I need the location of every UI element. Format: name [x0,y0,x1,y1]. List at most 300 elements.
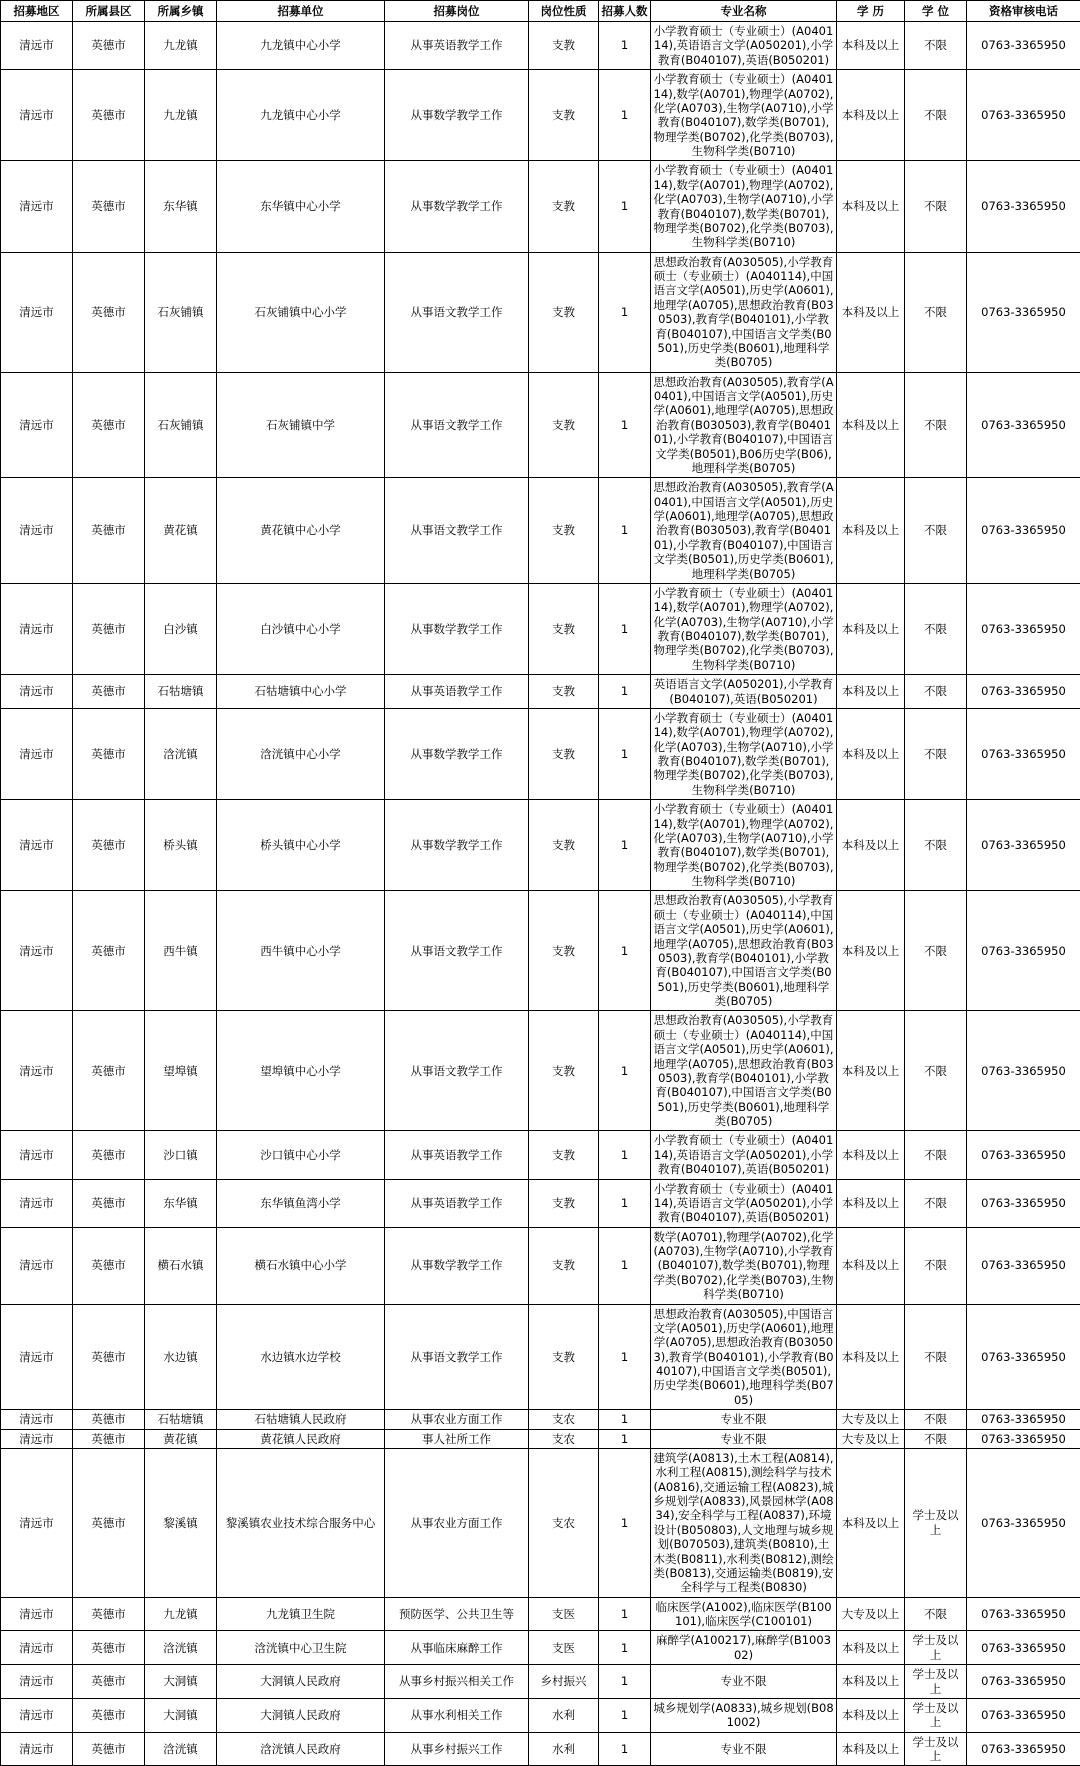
cell-major: 专业不限 [651,1665,837,1699]
cell-unit: 东华镇中心小学 [217,161,385,252]
cell-major: 小学教育硕士（专业硕士）(A040114),英语语言文学(A050201),小学教育(B040107),英语(B050201) [651,1131,837,1179]
cell-phone: 0763-3365950 [967,1597,1080,1631]
cell-education: 本科及以上 [837,891,905,1011]
cell-count: 1 [599,1597,651,1631]
cell-degree: 不限 [905,1410,967,1429]
cell-nature: 乡村振兴 [529,1665,599,1699]
column-header-post: 招募岗位 [385,1,529,22]
cell-county: 英德市 [73,22,145,70]
table-row [1,800,1080,891]
cell-county: 英德市 [73,675,145,709]
table-body [1,22,1080,1766]
cell-nature: 支教 [529,583,599,674]
cell-degree: 不限 [905,372,967,478]
cell-major: 思想政治教育(A030505),中国语言文学(A0501),历史学(A0601),地理学(A0705),思想政治教育(B030503),教育学(B040101),小学教育(B040107),中国语言文学类(B0501),历史学类(B0601),地理科学类(B0705) [651,1304,837,1410]
cell-count: 1 [599,372,651,478]
cell-count: 1 [599,478,651,584]
cell-post: 从事农业方面工作 [385,1448,529,1597]
cell-nature: 支教 [529,1304,599,1410]
cell-education: 本科及以上 [837,1732,905,1766]
cell-unit: 望埠镇中心小学 [217,1011,385,1131]
cell-county: 英德市 [73,1410,145,1429]
cell-unit: 九龙镇卫生院 [217,1597,385,1631]
cell-region: 清远市 [1,800,73,891]
table-row [1,708,1080,799]
cell-post: 从事语文教学工作 [385,252,529,372]
cell-phone: 0763-3365950 [967,1410,1080,1429]
cell-town: 桥头镇 [145,800,217,891]
cell-nature: 支教 [529,1011,599,1131]
cell-region: 清远市 [1,1304,73,1410]
cell-phone: 0763-3365950 [967,1448,1080,1597]
cell-unit: 东华镇鱼湾小学 [217,1179,385,1227]
cell-nature: 支教 [529,891,599,1011]
cell-town: 大洞镇 [145,1665,217,1699]
cell-count: 1 [599,1304,651,1410]
cell-post: 从事数学教学工作 [385,70,529,161]
table-row [1,891,1080,1011]
cell-degree: 不限 [905,675,967,709]
cell-region: 清远市 [1,1597,73,1631]
cell-education: 本科及以上 [837,708,905,799]
table-row [1,478,1080,584]
cell-post: 从事语文教学工作 [385,372,529,478]
cell-education: 本科及以上 [837,1631,905,1665]
cell-post: 事人社所工作 [385,1429,529,1448]
cell-phone: 0763-3365950 [967,675,1080,709]
cell-town: 横石水镇 [145,1227,217,1304]
cell-unit: 浛洸镇中心卫生院 [217,1631,385,1665]
cell-unit: 大洞镇人民政府 [217,1665,385,1699]
cell-county: 英德市 [73,1732,145,1766]
cell-phone: 0763-3365950 [967,70,1080,161]
cell-unit: 桥头镇中心小学 [217,800,385,891]
cell-phone: 0763-3365950 [967,1631,1080,1665]
cell-unit: 黎溪镇农业技术综合服务中心 [217,1448,385,1597]
cell-education: 本科及以上 [837,1448,905,1597]
cell-nature: 水利 [529,1698,599,1732]
cell-region: 清远市 [1,583,73,674]
cell-degree: 学士及以上 [905,1698,967,1732]
cell-count: 1 [599,161,651,252]
cell-region: 清远市 [1,1410,73,1429]
cell-nature: 支农 [529,1410,599,1429]
cell-post: 从事水利相关工作 [385,1698,529,1732]
cell-phone: 0763-3365950 [967,1131,1080,1179]
cell-county: 英德市 [73,1698,145,1732]
cell-region: 清远市 [1,252,73,372]
cell-degree: 不限 [905,161,967,252]
cell-region: 清远市 [1,675,73,709]
cell-town: 浛洸镇 [145,1631,217,1665]
cell-count: 1 [599,1698,651,1732]
cell-unit: 白沙镇中心小学 [217,583,385,674]
cell-unit: 石牯塘镇人民政府 [217,1410,385,1429]
cell-education: 本科及以上 [837,161,905,252]
cell-phone: 0763-3365950 [967,252,1080,372]
cell-region: 清远市 [1,1665,73,1699]
cell-education: 本科及以上 [837,70,905,161]
cell-degree: 不限 [905,478,967,584]
cell-major: 小学教育硕士（专业硕士）(A040114),英语语言文学(A050201),小学教育(B040107),英语(B050201) [651,22,837,70]
cell-region: 清远市 [1,372,73,478]
cell-degree: 学士及以上 [905,1448,967,1597]
cell-region: 清远市 [1,1429,73,1448]
cell-region: 清远市 [1,1131,73,1179]
cell-county: 英德市 [73,1227,145,1304]
cell-degree: 不限 [905,1429,967,1448]
cell-phone: 0763-3365950 [967,891,1080,1011]
cell-unit: 浛洸镇中心小学 [217,708,385,799]
cell-post: 从事数学教学工作 [385,583,529,674]
cell-count: 1 [599,22,651,70]
cell-county: 英德市 [73,1597,145,1631]
cell-count: 1 [599,1011,651,1131]
table-row [1,1429,1080,1448]
cell-county: 英德市 [73,70,145,161]
cell-phone: 0763-3365950 [967,1304,1080,1410]
cell-county: 英德市 [73,1131,145,1179]
column-header-region: 招募地区 [1,1,73,22]
cell-education: 本科及以上 [837,1179,905,1227]
table-row [1,1304,1080,1410]
column-header-education: 学 历 [837,1,905,22]
cell-nature: 支教 [529,252,599,372]
cell-degree: 不限 [905,891,967,1011]
table-row [1,1227,1080,1304]
cell-region: 清远市 [1,70,73,161]
cell-county: 英德市 [73,800,145,891]
cell-town: 东华镇 [145,1179,217,1227]
cell-region: 清远市 [1,891,73,1011]
cell-education: 本科及以上 [837,583,905,674]
cell-county: 英德市 [73,1429,145,1448]
cell-post: 从事乡村振兴相关工作 [385,1665,529,1699]
cell-post: 从事英语教学工作 [385,675,529,709]
cell-count: 1 [599,675,651,709]
cell-region: 清远市 [1,1179,73,1227]
cell-county: 英德市 [73,372,145,478]
cell-town: 石灰铺镇 [145,372,217,478]
cell-nature: 支教 [529,372,599,478]
cell-town: 九龙镇 [145,70,217,161]
cell-education: 本科及以上 [837,22,905,70]
cell-region: 清远市 [1,22,73,70]
cell-phone: 0763-3365950 [967,1429,1080,1448]
cell-phone: 0763-3365950 [967,478,1080,584]
column-header-phone: 资格审核电话 [967,1,1080,22]
cell-degree: 不限 [905,22,967,70]
cell-nature: 支教 [529,675,599,709]
table-row [1,1448,1080,1597]
cell-post: 从事数学教学工作 [385,161,529,252]
table-row [1,1179,1080,1227]
column-header-count: 招募人数 [599,1,651,22]
cell-nature: 支医 [529,1631,599,1665]
cell-town: 黎溪镇 [145,1448,217,1597]
cell-town: 水边镇 [145,1304,217,1410]
cell-major: 临床医学(A1002),临床医学(B100101),临床医学(C100101) [651,1597,837,1631]
cell-nature: 支教 [529,161,599,252]
column-header-county: 所属县区 [73,1,145,22]
table-header-row [1,1,1080,22]
cell-county: 英德市 [73,891,145,1011]
cell-nature: 支教 [529,70,599,161]
cell-phone: 0763-3365950 [967,22,1080,70]
cell-degree: 不限 [905,1597,967,1631]
cell-degree: 不限 [905,70,967,161]
cell-count: 1 [599,1732,651,1766]
cell-education: 本科及以上 [837,1698,905,1732]
cell-phone: 0763-3365950 [967,372,1080,478]
cell-count: 1 [599,1227,651,1304]
cell-degree: 不限 [905,1179,967,1227]
cell-unit: 石灰铺镇中学 [217,372,385,478]
cell-education: 本科及以上 [837,1227,905,1304]
table-row [1,161,1080,252]
cell-nature: 支教 [529,708,599,799]
cell-unit: 九龙镇中心小学 [217,70,385,161]
cell-count: 1 [599,1448,651,1597]
cell-region: 清远市 [1,1011,73,1131]
cell-degree: 不限 [905,800,967,891]
cell-post: 从事英语教学工作 [385,22,529,70]
cell-town: 石牯塘镇 [145,675,217,709]
cell-degree: 不限 [905,1131,967,1179]
cell-nature: 支医 [529,1597,599,1631]
cell-major: 小学教育硕士（专业硕士）(A040114),英语语言文学(A050201),小学教育(B040107),英语(B050201) [651,1179,837,1227]
cell-count: 1 [599,708,651,799]
cell-major: 小学教育硕士（专业硕士）(A040114),数学(A0701),物理学(A0702),化学(A0703),生物学(A0710),小学教育(B040107),数学类(B0701),物理学类(B0702),化学类(B0703),生物科学类(B0710) [651,583,837,674]
cell-major: 小学教育硕士（专业硕士）(A040114),数学(A0701),物理学(A0702),化学(A0703),生物学(A0710),小学教育(B040107),数学类(B0701),物理学类(B0702),化学类(B0703),生物科学类(B0710) [651,70,837,161]
cell-phone: 0763-3365950 [967,1665,1080,1699]
cell-town: 石灰铺镇 [145,252,217,372]
cell-count: 1 [599,252,651,372]
cell-county: 英德市 [73,1631,145,1665]
cell-education: 大专及以上 [837,1410,905,1429]
cell-count: 1 [599,1429,651,1448]
cell-county: 英德市 [73,161,145,252]
cell-post: 从事语文教学工作 [385,1304,529,1410]
cell-phone: 0763-3365950 [967,1732,1080,1766]
cell-phone: 0763-3365950 [967,1698,1080,1732]
cell-education: 本科及以上 [837,478,905,584]
cell-town: 望埠镇 [145,1011,217,1131]
cell-major: 专业不限 [651,1410,837,1429]
cell-major: 小学教育硕士（专业硕士）(A040114),数学(A0701),物理学(A0702),化学(A0703),生物学(A0710),小学教育(B040107),数学类(B0701),物理学类(B0702),化学类(B0703),生物科学类(B0710) [651,800,837,891]
cell-degree: 学士及以上 [905,1665,967,1699]
cell-education: 本科及以上 [837,800,905,891]
table-row [1,583,1080,674]
cell-region: 清远市 [1,1448,73,1597]
cell-town: 大洞镇 [145,1698,217,1732]
cell-degree: 不限 [905,1227,967,1304]
column-header-unit: 招募单位 [217,1,385,22]
cell-town: 西牛镇 [145,891,217,1011]
column-header-town: 所属乡镇 [145,1,217,22]
cell-count: 1 [599,1665,651,1699]
cell-unit: 横石水镇中心小学 [217,1227,385,1304]
cell-county: 英德市 [73,1665,145,1699]
cell-nature: 支教 [529,1131,599,1179]
cell-town: 东华镇 [145,161,217,252]
cell-unit: 浛洸镇人民政府 [217,1732,385,1766]
cell-county: 英德市 [73,1448,145,1597]
cell-post: 从事农业方面工作 [385,1410,529,1429]
cell-education: 大专及以上 [837,1429,905,1448]
cell-major: 思想政治教育(A030505),小学教育硕士（专业硕士）(A040114),中国语言文学(A0501),历史学(A0601),地理学(A0705),思想政治教育(B030503),教育学(B040101),小学教育(B040107),中国语言文学类(B0501),历史学类(B0601),地理科学类(B0705) [651,252,837,372]
table-row [1,372,1080,478]
cell-count: 1 [599,583,651,674]
cell-education: 本科及以上 [837,1011,905,1131]
cell-degree: 不限 [905,1304,967,1410]
table-row [1,1732,1080,1766]
cell-education: 本科及以上 [837,1304,905,1410]
cell-unit: 水边镇水边学校 [217,1304,385,1410]
cell-count: 1 [599,800,651,891]
cell-region: 清远市 [1,1698,73,1732]
cell-town: 浛洸镇 [145,708,217,799]
column-header-major: 专业名称 [651,1,837,22]
cell-region: 清远市 [1,1732,73,1766]
cell-count: 1 [599,891,651,1011]
table-row [1,1698,1080,1732]
cell-count: 1 [599,1410,651,1429]
cell-major: 专业不限 [651,1732,837,1766]
cell-post: 从事临床麻醉工作 [385,1631,529,1665]
cell-major: 思想政治教育(A030505),教育学(A0401),中国语言文学(A0501),历史学(A0601),地理学(A0705),思想政治教育(B030503),教育学(B040101),小学教育(B040107),中国语言文学类(B0501),B06历史学(B06),地理科学类(B0705) [651,372,837,478]
cell-major: 小学教育硕士（专业硕士）(A040114),数学(A0701),物理学(A0702),化学(A0703),生物学(A0710),小学教育(B040107),数学类(B0701),物理学类(B0702),化学类(B0703),生物科学类(B0710) [651,161,837,252]
cell-county: 英德市 [73,708,145,799]
column-header-nature: 岗位性质 [529,1,599,22]
table-row [1,1597,1080,1631]
table-row [1,70,1080,161]
column-header-degree: 学 位 [905,1,967,22]
cell-region: 清远市 [1,1227,73,1304]
cell-major: 思想政治教育(A030505),小学教育硕士（专业硕士）(A040114),中国语言文学(A0501),历史学(A0601),地理学(A0705),思想政治教育(B030503),教育学(B040101),小学教育(B040107),中国语言文学类(B0501),历史学类(B0601),地理科学类(B0705) [651,891,837,1011]
cell-unit: 九龙镇中心小学 [217,22,385,70]
cell-phone: 0763-3365950 [967,1227,1080,1304]
cell-post: 从事语文教学工作 [385,891,529,1011]
cell-degree: 不限 [905,1011,967,1131]
cell-major: 思想政治教育(A030505),教育学(A0401),中国语言文学(A0501),历史学(A0601),地理学(A0705),思想政治教育(B030503),教育学(B040101),小学教育(B040107),中国语言文学类(B0501),历史学类(B0601),地理科学类(B0705) [651,478,837,584]
cell-major: 小学教育硕士（专业硕士）(A040114),数学(A0701),物理学(A0702),化学(A0703),生物学(A0710),小学教育(B040107),数学类(B0701),物理学类(B0702),化学类(B0703),生物科学类(B0710) [651,708,837,799]
cell-education: 大专及以上 [837,1597,905,1631]
cell-town: 九龙镇 [145,1597,217,1631]
cell-post: 从事语文教学工作 [385,1011,529,1131]
cell-count: 1 [599,70,651,161]
cell-education: 本科及以上 [837,1665,905,1699]
cell-phone: 0763-3365950 [967,800,1080,891]
cell-phone: 0763-3365950 [967,161,1080,252]
cell-degree: 不限 [905,583,967,674]
cell-town: 黄花镇 [145,1429,217,1448]
cell-county: 英德市 [73,478,145,584]
cell-post: 从事数学教学工作 [385,800,529,891]
cell-education: 本科及以上 [837,1131,905,1179]
cell-education: 本科及以上 [837,252,905,372]
cell-region: 清远市 [1,708,73,799]
cell-phone: 0763-3365950 [967,583,1080,674]
cell-nature: 支教 [529,800,599,891]
cell-town: 浛洸镇 [145,1732,217,1766]
cell-phone: 0763-3365950 [967,1011,1080,1131]
cell-unit: 西牛镇中心小学 [217,891,385,1011]
cell-unit: 大洞镇人民政府 [217,1698,385,1732]
cell-major: 城乡规划学(A0833),城乡规划(B081002) [651,1698,837,1732]
cell-region: 清远市 [1,161,73,252]
cell-post: 从事数学教学工作 [385,708,529,799]
cell-region: 清远市 [1,478,73,584]
table-row [1,1011,1080,1131]
cell-phone: 0763-3365950 [967,708,1080,799]
cell-degree: 学士及以上 [905,1631,967,1665]
cell-nature: 支农 [529,1429,599,1448]
cell-post: 从事英语教学工作 [385,1179,529,1227]
cell-post: 从事数学教学工作 [385,1227,529,1304]
table-row [1,252,1080,372]
cell-major: 麻醉学(A100217),麻醉学(B100302) [651,1631,837,1665]
cell-town: 九龙镇 [145,22,217,70]
cell-town: 石牯塘镇 [145,1410,217,1429]
cell-county: 英德市 [73,1304,145,1410]
cell-county: 英德市 [73,1179,145,1227]
cell-post: 从事语文教学工作 [385,478,529,584]
cell-nature: 支教 [529,22,599,70]
cell-region: 清远市 [1,1631,73,1665]
table-row [1,1665,1080,1699]
cell-post: 预防医学、公共卫生等 [385,1597,529,1631]
cell-nature: 支教 [529,1227,599,1304]
cell-major: 数学(A0701),物理学(A0702),化学(A0703),生物学(A0710),小学教育(B040107),数学类(B0701),物理学类(B0702),化学类(B0703),生物科学类(B0710) [651,1227,837,1304]
table-row [1,1410,1080,1429]
cell-major: 思想政治教育(A030505),小学教育硕士（专业硕士）(A040114),中国语言文学(A0501),历史学(A0601),地理学(A0705),思想政治教育(B030503),教育学(B040101),小学教育(B040107),中国语言文学类(B0501),历史学类(B0601),地理科学类(B0705) [651,1011,837,1131]
cell-degree: 学士及以上 [905,1732,967,1766]
cell-education: 本科及以上 [837,675,905,709]
cell-count: 1 [599,1631,651,1665]
cell-unit: 石灰铺镇中心小学 [217,252,385,372]
cell-county: 英德市 [73,252,145,372]
cell-major: 建筑学(A0813),土木工程(A0814),水利工程(A0815),测绘科学与技术(A0816),交通运输工程(A0823),城乡规划学(A0833),风景园林学(A0834),安全科学与工程(A0837),环境设计(B050803),人文地理与城乡规划(B070503),建筑类(B0810),土木类(B0811),水利类(B0812),测绘类(B0813),交通运输类(B0819),安全科学与工程类(B0830) [651,1448,837,1597]
cell-nature: 支教 [529,1179,599,1227]
cell-phone: 0763-3365950 [967,1179,1080,1227]
cell-unit: 沙口镇中心小学 [217,1131,385,1179]
cell-major: 专业不限 [651,1429,837,1448]
cell-town: 沙口镇 [145,1131,217,1179]
cell-unit: 黄花镇人民政府 [217,1429,385,1448]
table-row [1,1131,1080,1179]
cell-county: 英德市 [73,583,145,674]
cell-nature: 支教 [529,478,599,584]
cell-town: 白沙镇 [145,583,217,674]
cell-degree: 不限 [905,708,967,799]
cell-post: 从事英语教学工作 [385,1131,529,1179]
cell-unit: 石牯塘镇中心小学 [217,675,385,709]
cell-post: 从事乡村振兴工作 [385,1732,529,1766]
cell-count: 1 [599,1179,651,1227]
table-row [1,1631,1080,1665]
cell-major: 英语语言文学(A050201),小学教育(B040107),英语(B050201) [651,675,837,709]
cell-count: 1 [599,1131,651,1179]
cell-town: 黄花镇 [145,478,217,584]
cell-county: 英德市 [73,1011,145,1131]
table-row [1,675,1080,709]
cell-unit: 黄花镇中心小学 [217,478,385,584]
cell-degree: 不限 [905,252,967,372]
cell-education: 本科及以上 [837,372,905,478]
cell-nature: 水利 [529,1732,599,1766]
table-row [1,22,1080,70]
